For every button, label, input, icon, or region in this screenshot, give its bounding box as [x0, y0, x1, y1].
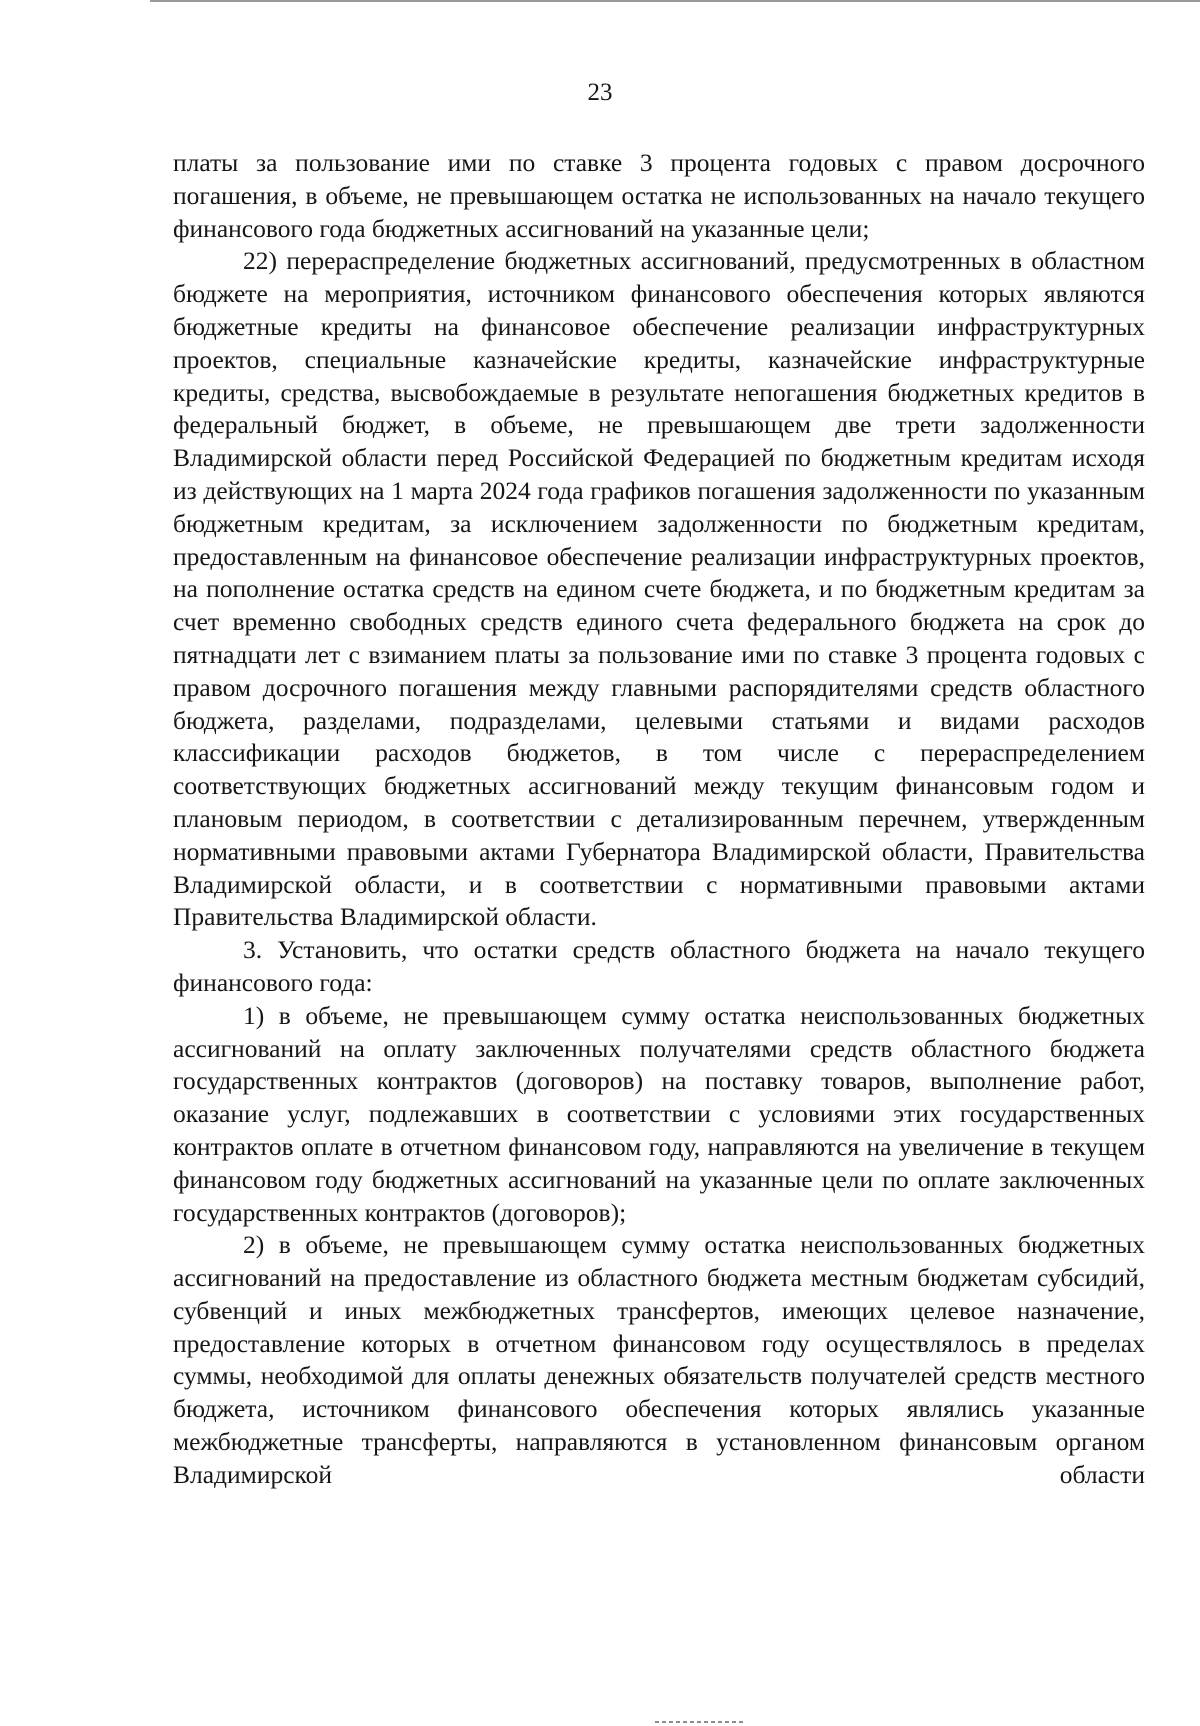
page-number: 23: [587, 79, 613, 106]
paragraph-continuation: платы за пользование ими по ставке 3 процента годовых с правом досрочного погашения, в объеме, не превышающем остатка не использованных на начало текущего финансового года бюджетных ассигнований на указанные цели;: [173, 148, 1145, 243]
paragraph-item-22: 22) перераспределение бюджетных ассигнований, предусмотренных в областном бюджете на мероприятия, источником финансового обеспечения которых являются бюджетные кредиты на финансовое обеспечение реализации инфраструктурных проектов, специальные казначейские кредиты, казначейские инфраструктурные кредиты, средства, высвобождаемые в результате непогашения бюджетных кредитов в федеральный бюджет, в объеме, не превышающем две трети задолженности Владимирской области перед Российской Федерацией по бюджетным кредитам исходя из действующих на 1 марта 2024 года графиков погашения задолженности по указанным бюджетным кредитам, за исключением задолженности по бюджетным кредитам, предоставленным на финансовое обеспечение реализации инфраструктурных проектов, на пополнение остатка средств на едином счете бюджета, и по бюджетным кредитам за счет временно свободных средств единого счета федерального бюджета на срок до пятнадцати лет с взиманием платы за пользование ими по ставке 3 процента годовых с правом досрочного погашения между главными распорядителями средств областного бюджета, разделами, подразделами, целевыми статьями и видами расходов классификации расходов бюджетов, в том числе с перераспределением соответствующих бюджетных ассигнований между текущим финансовым годом и плановым периодом, в соответствии с детализированным перечнем, утвержденным нормативными правовыми актами Губернатора Владимирской области, Правительства Владимирской области, и в соответствии с нормативными правовыми актами Правительства Владимирской области.: [173, 246, 1145, 932]
scan-top-edge: [150, 0, 1200, 2]
paragraph-clause-3: 3. Установить, что остатки средств областного бюджета на начало текущего финансового года:: [173, 935, 1145, 997]
scan-bottom-mark: [655, 1721, 745, 1723]
paragraph-subitem-1: 1) в объеме, не превышающем сумму остатка неиспользованных бюджетных ассигнований на оплату заключенных получателями средств областного бюджета государственных контрактов (договоров) на поставку товаров, выполнение работ, оказание услуг, подлежавших в соответствии с условиями этих государственных контрактов оплате в отчетном финансовом году, направляются на увеличение в текущем финансовом году бюджетных ассигнований на указанные цели по оплате заключенных государственных контрактов (договоров);: [173, 1000, 1145, 1227]
document-body: [173, 147, 1145, 1492]
paragraph-subitem-2: 2) в объеме, не превышающем сумму остатка неиспользованных бюджетных ассигнований на предоставление из областного бюджета местным бюджетам субсидий, субвенций и иных межбюджетных трансфертов, имеющих целевое назначение, предоставление которых в отчетном финансовом году осуществлялось в пределах суммы, необходимой для оплаты денежных обязательств получателей средств местного бюджета, источником финансового обеспечения которых являлись указанные межбюджетные трансферты, направляются в установленном финансовым органом Владимирской области: [173, 1230, 1145, 1489]
